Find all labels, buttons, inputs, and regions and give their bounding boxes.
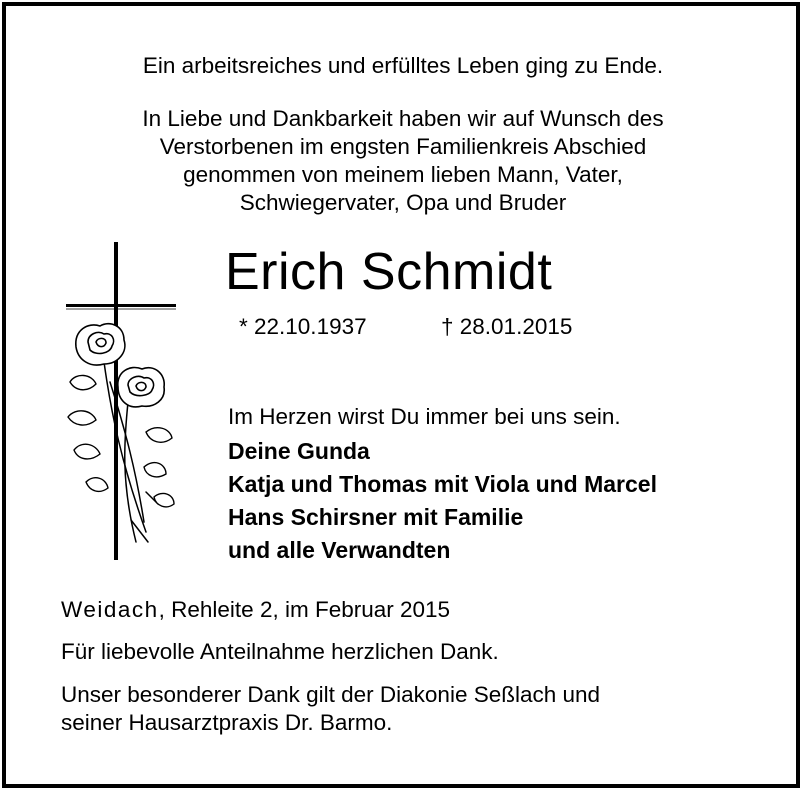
deceased-name: Erich Schmidt: [225, 243, 553, 301]
mourner-entry: Hans Schirsner mit Familie: [228, 504, 524, 530]
intro-paragraph-line: Schwiegervater, Opa und Bruder: [239, 190, 567, 215]
special-thanks-line: seiner Hausarztpraxis Dr. Barmo.: [61, 710, 393, 735]
place-address-date: , Rehleite 2, im Februar 2015: [158, 597, 451, 622]
mourner-entry: und alle Verwandten: [228, 537, 451, 563]
birth-date: * 22.10.1937: [239, 314, 367, 339]
intro-paragraph: [6, 105, 800, 217]
cross-horizontal-beam: [66, 304, 176, 307]
mourner-entry: Deine Gunda: [228, 438, 370, 464]
cross-with-roses-icon: [66, 242, 181, 562]
intro-line: Ein arbeitsreiches und erfülltes Leben ging zu Ende.: [142, 53, 664, 78]
special-thanks-line: Unser besonderer Dank gilt der Diakonie Seßlach und: [61, 682, 601, 707]
special-thanks: [61, 681, 600, 737]
death-date: † 28.01.2015: [441, 314, 573, 339]
mourners-list: [228, 435, 657, 567]
obituary-frame: [2, 2, 800, 788]
place-name: Weidach: [61, 597, 159, 622]
place-and-date: [61, 596, 450, 624]
intro-paragraph-line: Verstorbenen im engsten Familienkreis Abschied: [159, 134, 647, 159]
intro-paragraph-line: genommen von meinem lieben Mann, Vater,: [183, 162, 623, 187]
mourner-entry: Katja und Thomas mit Viola und Marcel: [228, 471, 657, 497]
memorial-quote: Im Herzen wirst Du immer bei uns sein.: [228, 404, 621, 429]
thanks-line: Für liebevolle Anteilnahme herzlichen Dank.: [61, 639, 499, 664]
intro-paragraph-line: In Liebe und Dankbarkeit haben wir auf Wunsch des: [142, 106, 664, 131]
